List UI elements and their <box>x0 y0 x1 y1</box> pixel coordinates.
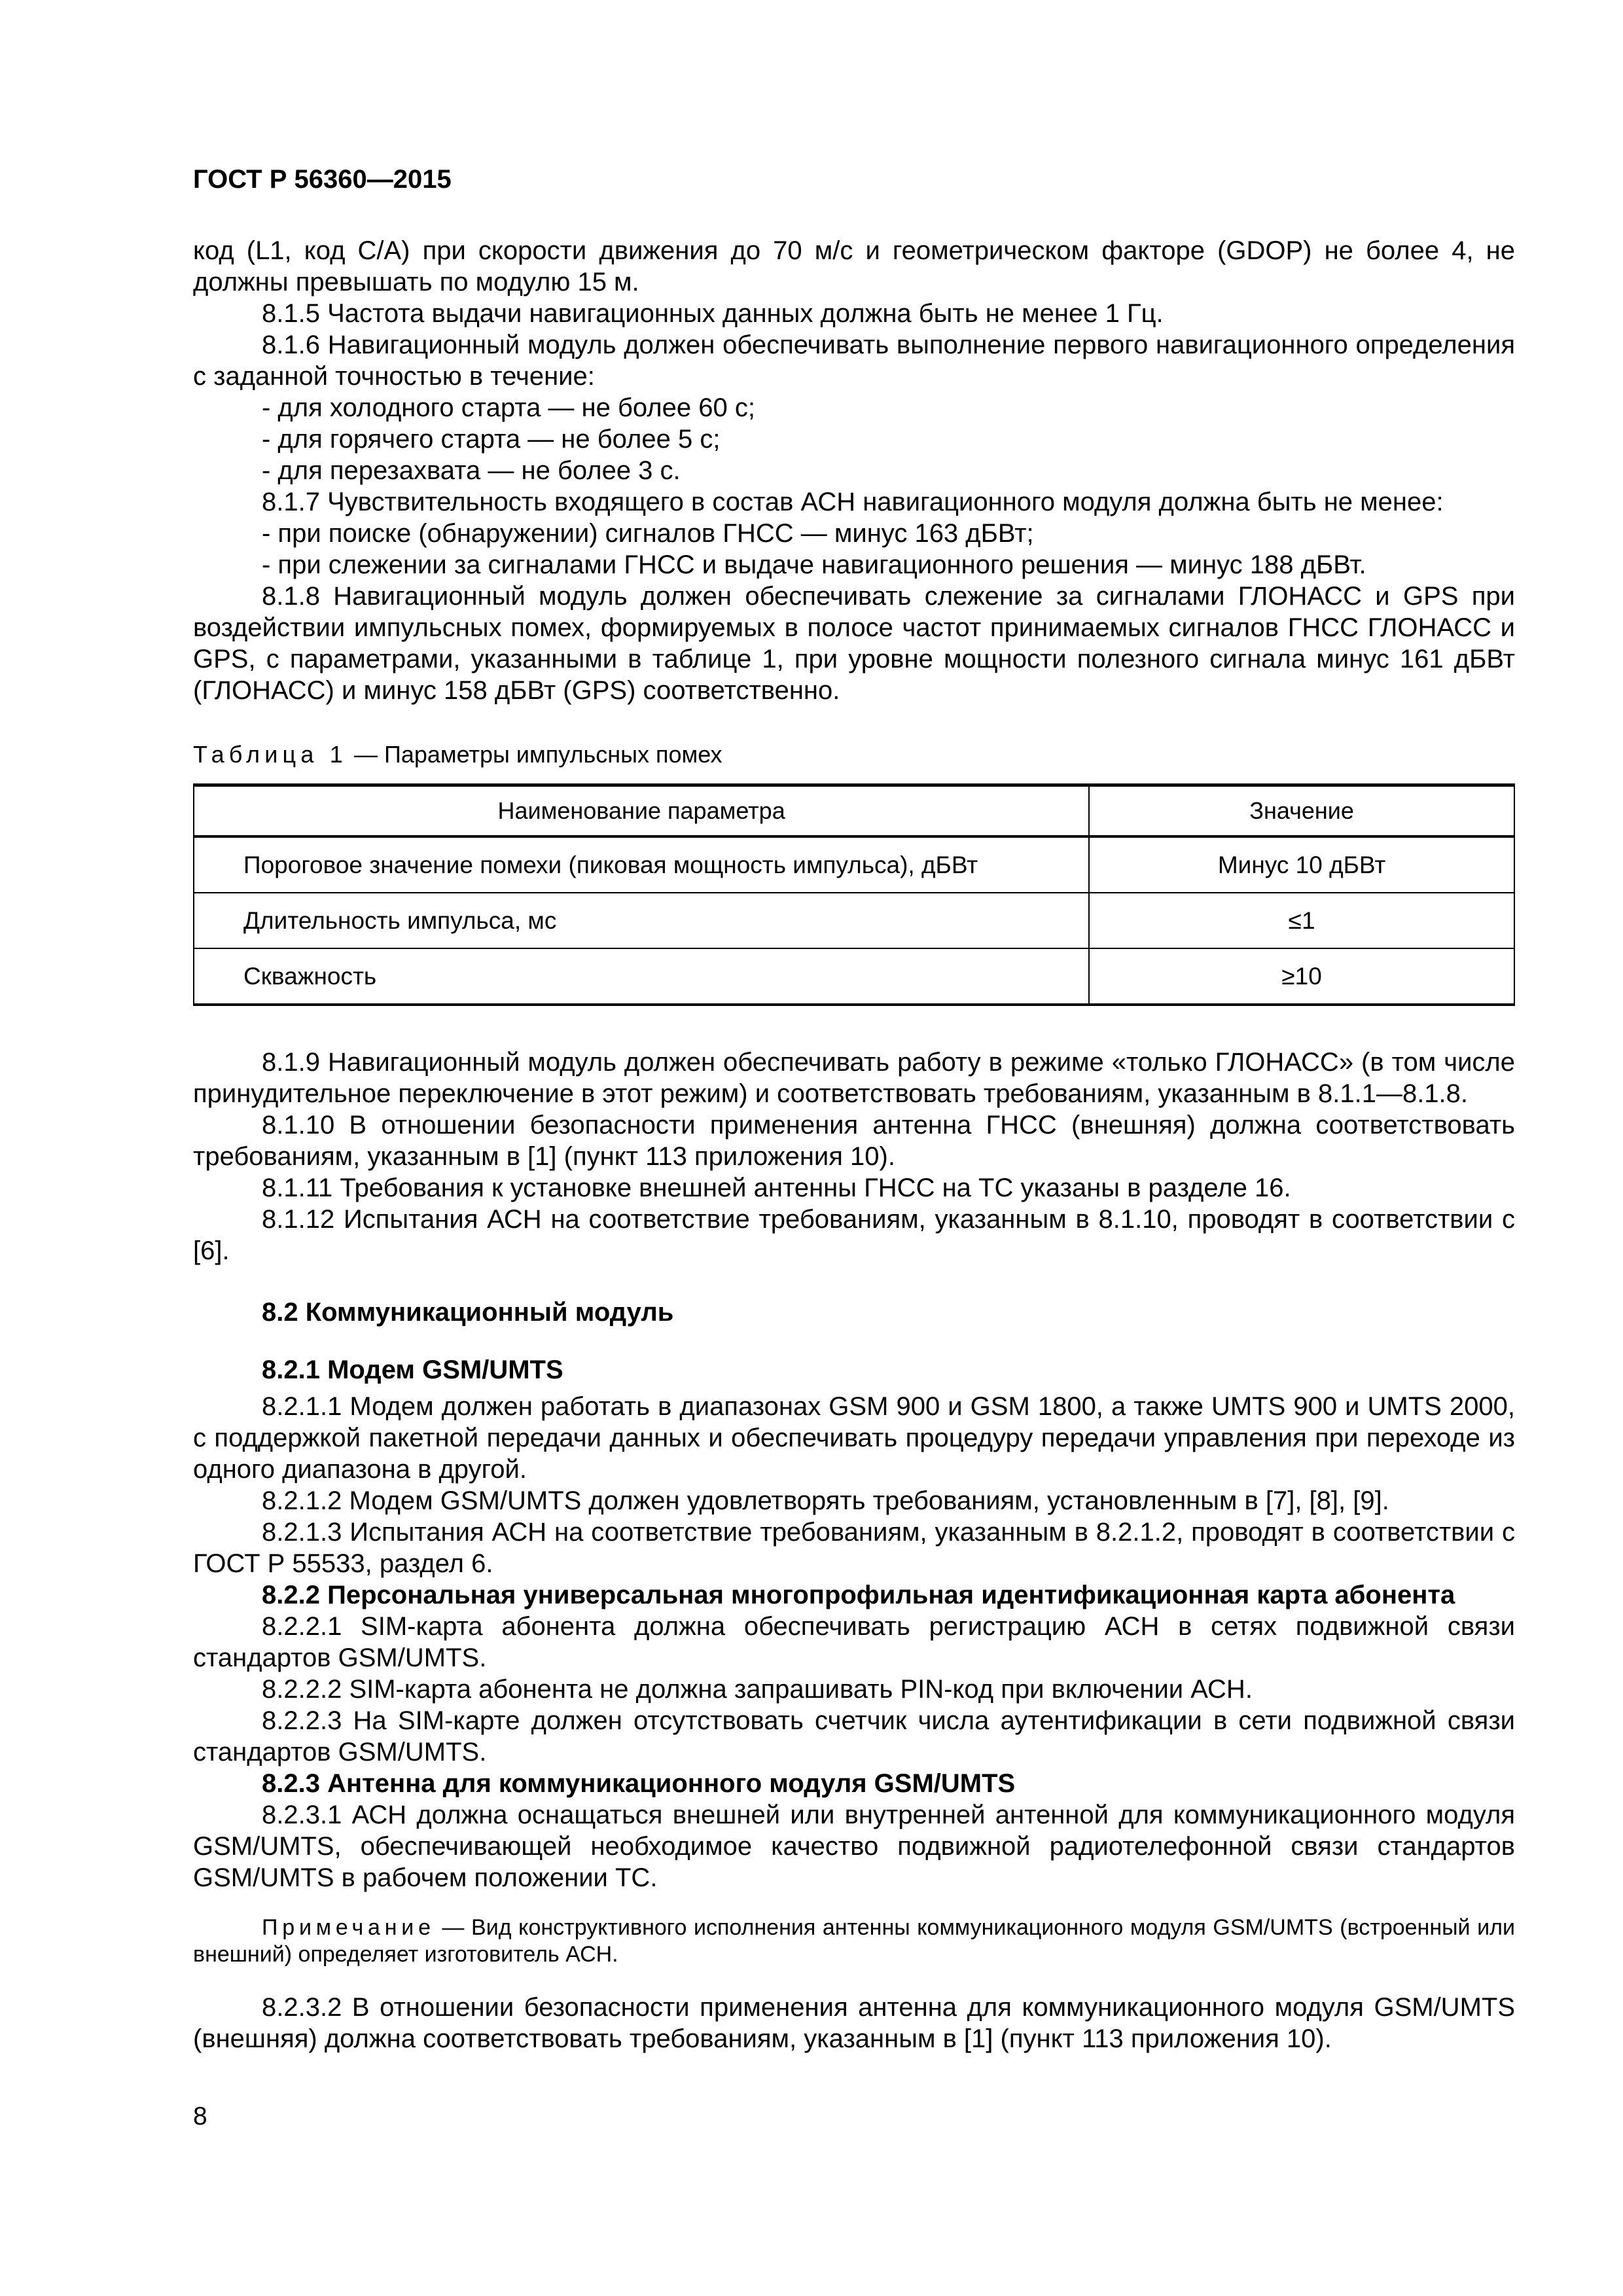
table-header-row <box>194 785 1514 837</box>
clause-paragraph: 8.1.6 Навигационный модуль должен обеспечивать выполнение первого навигационного определения с заданной точностью в течение: <box>193 331 1515 391</box>
clause-heading: 8.2.2 Персональная универсальная многопрофильная идентификационная карта абонента <box>262 1581 1455 1609</box>
table-row <box>194 948 1514 1005</box>
spaced-label: Таблица 1 <box>193 741 348 768</box>
table-row <box>194 893 1514 948</box>
clause-paragraph: 8.2.1.3 Испытания АСН на соответствие требованиям, указанным в 8.2.1.2, проводят в соответствии с ГОСТ Р 55533, раздел 6. <box>193 1518 1515 1578</box>
page-header: ГОСТ Р 56360—2015 <box>193 165 452 194</box>
parameter-value-cell: ≥10 <box>1089 948 1514 1005</box>
clause-paragraph: 8.1.11 Требования к установке внешней антенны ГНСС на ТС указаны в разделе 16. <box>262 1174 1291 1202</box>
parameter-name-cell: Длительность импульса, мс <box>194 893 1089 948</box>
parameter-value-cell: Минус 10 дБВт <box>1089 836 1514 893</box>
clause-paragraph: - для холодного старта — не более 60 с; <box>262 393 755 422</box>
section-heading: 8.2 Коммуникационный модуль <box>262 1298 674 1327</box>
clause-paragraph: 8.2.3.1 АСН должна оснащаться внешней или внутренней антенной для коммуникационного модуля GSM/UMTS, обеспечивающей необходимое качество подвижной радиотелефонной связи стандартов GSM/UMTS в рабочем положении ТС. <box>193 1801 1515 1892</box>
clause-heading: 8.2.3 Антенна для коммуникационного модуля GSM/UMTS <box>262 1769 1016 1798</box>
note-paragraph <box>193 1914 1515 1968</box>
table-header-cell: Значение <box>1089 785 1514 837</box>
table-caption <box>193 740 1515 769</box>
parameter-value-cell: ≤1 <box>1089 893 1514 948</box>
clause-paragraph: 8.1.8 Навигационный модуль должен обеспечивать слежение за сигналами ГЛОНАСС и GPS при воздействии импульсных помех, формируемых в полосе частот принимаемых сигналов ГНСС ГЛОНАСС и GPS, с параметрами, указанными в таблице 1, при уровне мощности полезного сигнала минус 161 дБВт (ГЛОНАСС) и минус 158 дБВт (GPS) соответственно. <box>193 582 1515 705</box>
clause-paragraph: 8.1.9 Навигационный модуль должен обеспечивать работу в режиме «только ГЛОНАСС» (в том числе принудительное переключение в этот режим) и соответствовать требованиям, указанным в 8.1.1—8.1.8. <box>193 1048 1515 1108</box>
label-text: — Параметры импульсных помех <box>347 741 722 768</box>
page-number: 8 <box>193 2102 207 2130</box>
clause-paragraph: 8.1.7 Чувствительность входящего в состав АСН навигационного модуля должна быть не менее: <box>262 488 1444 516</box>
clause-paragraph: 8.2.3.2 В отношении безопасности применения антенна для коммуникационного модуля GSM/UMTS (внешняя) должна соответствовать требованиям, указанным в [1] (пункт 113 приложения 10). <box>193 1993 1515 2053</box>
clause-paragraph: 8.1.12 Испытания АСН на соответствие требованиям, указанным в 8.1.10, проводят в соответствии с [6]. <box>193 1205 1515 1265</box>
clause-paragraph: 8.2.2.3 На SIM-карте должен отсутствовать счетчик числа аутентификации в сети подвижной связи стандартов GSM/UMTS. <box>193 1706 1515 1767</box>
clause-paragraph: 8.2.1.1 Модем должен работать в диапазонах GSM 900 и GSM 1800, а также UMTS 900 и UMTS 2000, с поддержкой пакетной передачи данных и обеспечивать процедуру передачи управления при переходе из одного диапазона в другой. <box>193 1392 1515 1484</box>
parameter-name-cell: Пороговое значение помехи (пиковая мощность импульса), дБВт <box>194 836 1089 893</box>
label-text: — Вид конструктивного исполнения антенны коммуникационного модуля GSM/UMTS (встроенный или внешний) определяет изготовитель АСН. <box>193 1915 1515 1967</box>
clause-paragraph: 8.2.2.1 SIM-карта абонента должна обеспечивать регистрацию АСН в сетях подвижной связи стандартов GSM/UMTS. <box>193 1612 1515 1672</box>
document-body <box>193 235 1515 2054</box>
parameter-name-cell: Скважность <box>194 948 1089 1005</box>
clause-paragraph: 8.1.10 В отношении безопасности применения антенна ГНСС (внешняя) должна соответствовать требованиям, указанным в [1] (пункт 113 приложения 10). <box>193 1111 1515 1171</box>
spaced-label: Примечание <box>262 1915 435 1940</box>
table-row <box>194 836 1514 893</box>
table-header-cell: Наименование параметра <box>194 785 1089 837</box>
pulse-noise-parameters-table <box>193 783 1515 1006</box>
clause-paragraph: - при поиске (обнаружении) сигналов ГНСС — минус 163 дБВт; <box>262 519 1034 548</box>
subsection-heading: 8.2.1 Модем GSM/UMTS <box>262 1355 563 1384</box>
clause-paragraph: 8.1.5 Частота выдачи навигационных данных должна быть не менее 1 Гц. <box>262 299 1164 328</box>
clause-paragraph: - для горячего старта — не более 5 с; <box>262 425 721 454</box>
clause-paragraph: - при слежении за сигналами ГНСС и выдаче навигационного решения — минус 188 дБВт. <box>262 550 1366 579</box>
continuation-paragraph: код (L1, код C/A) при скорости движения до 70 м/с и геометрическом факторе (GDOP) не более 4, не должны превышать по модулю 15 м. <box>193 236 1515 296</box>
clause-paragraph: 8.2.2.2 SIM-карта абонента не должна запрашивать PIN-код при включении АСН. <box>262 1675 1253 1704</box>
clause-paragraph: 8.2.1.2 Модем GSM/UMTS должен удовлетворять требованиям, установленным в [7], [8], [9]. <box>262 1486 1389 1515</box>
clause-paragraph: - для перезахвата — не более 3 с. <box>262 456 681 485</box>
